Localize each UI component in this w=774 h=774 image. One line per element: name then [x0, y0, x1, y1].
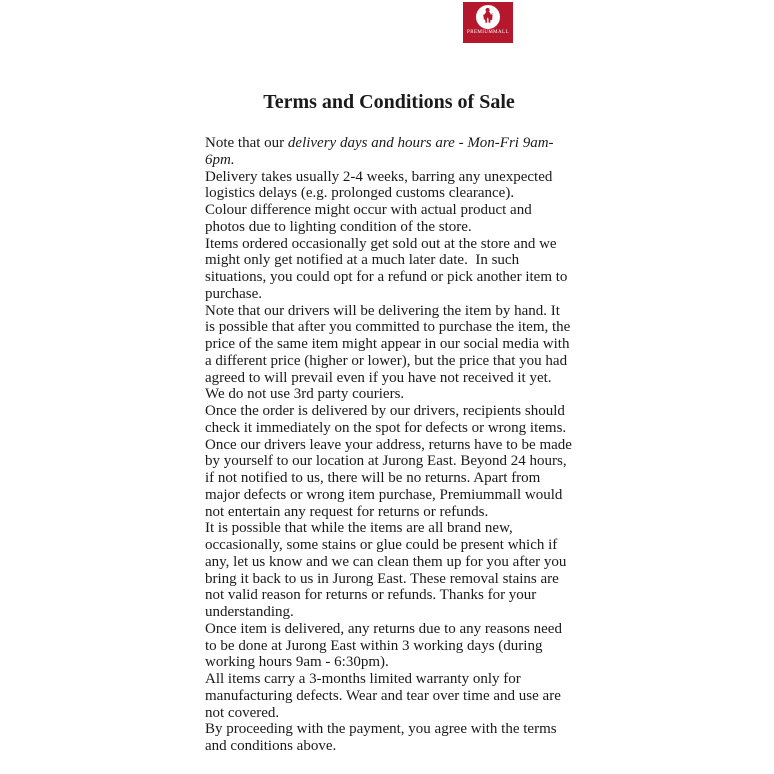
paragraph: All items carry a 3-months limited warranty only for manufacturing defects. Wear and tear over time and use are not covered.	[205, 671, 565, 721]
paragraph: Note that our drivers will be delivering the item by hand. It is possible that after you committed to purchase the item, the price of the same item might appear in our social media with a different price (higher or lower), but the price that you had agreed to will prevail even if you have not received it yet. We do not use 3rd party couriers.	[205, 302, 575, 403]
shopper-silhouette-icon	[476, 5, 500, 29]
paragraph: It is possible that while the items are all brand new, occasionally, some stains or glue could be present which if any, let us know and we can clean them up for you after you bring it back to us in Jurong East. These removal stains are not valid reason for returns or refunds. Thanks for your understanding.	[205, 520, 571, 620]
logo-brand-text: PREMIUMMALL	[467, 30, 509, 35]
document-content	[205, 91, 576, 755]
paragraph: Once item is delivered, any returns due to any reasons need to be done at Jurong East within 3 working days (during working hours 9am - 6:30pm).	[205, 620, 566, 671]
paragraph: Once our drivers leave your address, returns have to be made by yourself to our location at Jurong East. Beyond 24 hours, if not notified to us, there will be no returns. Apart from major defects or wrong item purchase, Premiummall would not entertain any request for returns or refunds.	[205, 436, 576, 520]
paragraph: Once the order is delivered by our drivers, recipients should check it immediately on the spot for defects or wrong items.	[205, 403, 569, 436]
paragraph: Colour difference might occur with actual product and photos due to lighting condition of the store.	[205, 202, 536, 235]
page-title: Terms and Conditions of Sale	[263, 91, 515, 113]
premiummall-logo	[463, 2, 513, 43]
logo-circle	[476, 5, 500, 29]
paragraph: Note that our delivery days and hours are - Mon-Fri 9am-6pm.	[205, 135, 554, 168]
logo-tagline: · · · · · · · ·	[473, 35, 503, 39]
document-body	[205, 135, 576, 755]
paragraph: Delivery takes usually 2-4 weeks, barring any unexpected logistics delays (e.g. prolonged customs clearance).	[205, 168, 557, 202]
paragraph: Items ordered occasionally get sold out at the store and we might only get notified at a much later date. In such situations, you could opt for a refund or pick another item to purchase.	[205, 235, 572, 302]
paragraph: By proceeding with the payment, you agree with the terms and conditions above.	[205, 721, 561, 754]
